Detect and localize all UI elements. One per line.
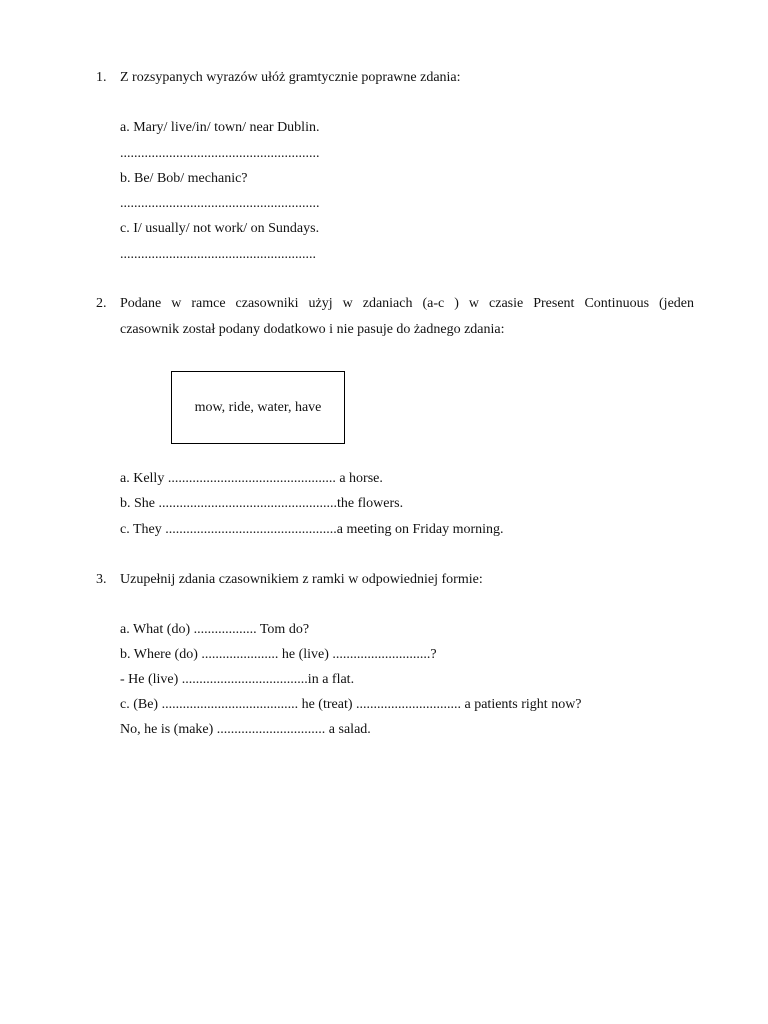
exercise-1-instruction: Z rozsypanych wyrazów ułóż gramtycznie poprawne zdania: xyxy=(120,70,461,85)
exercise-2-instruction-line-2: czasownik został podany dodatkowo i nie pasuje do żadnego zdania: xyxy=(120,322,505,337)
verb-box xyxy=(171,371,345,444)
exercise-1-item-b: b. Be/ Bob/ mechanic? xyxy=(120,171,248,186)
exercise-1-answer-line-c: ........................................................ xyxy=(120,247,316,262)
exercise-1-item-a: a. Mary/ live/in/ town/ near Dublin. xyxy=(120,120,320,135)
exercise-3-item-a: a. What (do) .................. Tom do? xyxy=(120,622,310,637)
exercise-2-instruction-line-1: Podane w ramce czasowniki użyj w zdaniach (a-c ) w czasie Present Continuous (jeden xyxy=(120,296,694,311)
exercise-2-item-a: a. Kelly ................................................ a horse. xyxy=(120,471,383,486)
exercise-2-number: 2. xyxy=(96,296,107,311)
exercise-3-number: 3. xyxy=(96,572,107,587)
exercise-3-item-b-answer: - He (live) ....................................in a flat. xyxy=(120,672,355,687)
exercise-3-instruction: Uzupełnij zdania czasownikiem z ramki w odpowiedniej formie: xyxy=(120,572,483,587)
verb-box-text: mow, ride, water, have xyxy=(194,399,322,415)
exercise-1-answer-line-b: ......................................................... xyxy=(120,196,320,211)
exercise-2-item-c: c. They .................................................a meeting on Friday morning. xyxy=(120,522,504,537)
exercise-1-answer-line-a: ......................................................... xyxy=(120,146,320,161)
exercise-1-item-c: c. I/ usually/ not work/ on Sundays. xyxy=(120,221,320,236)
exercise-3-item-b: b. Where (do) ...................... he (live) ............................? xyxy=(120,647,437,662)
exercise-2-item-b: b. She ...................................................the flowers. xyxy=(120,496,404,511)
exercise-3-item-c: c. (Be) ....................................... he (treat) .............................. a patients right now? xyxy=(120,697,582,712)
exercise-1-number: 1. xyxy=(96,70,107,85)
exercise-3-item-c-answer: No, he is (make) ............................... a salad. xyxy=(120,722,371,737)
